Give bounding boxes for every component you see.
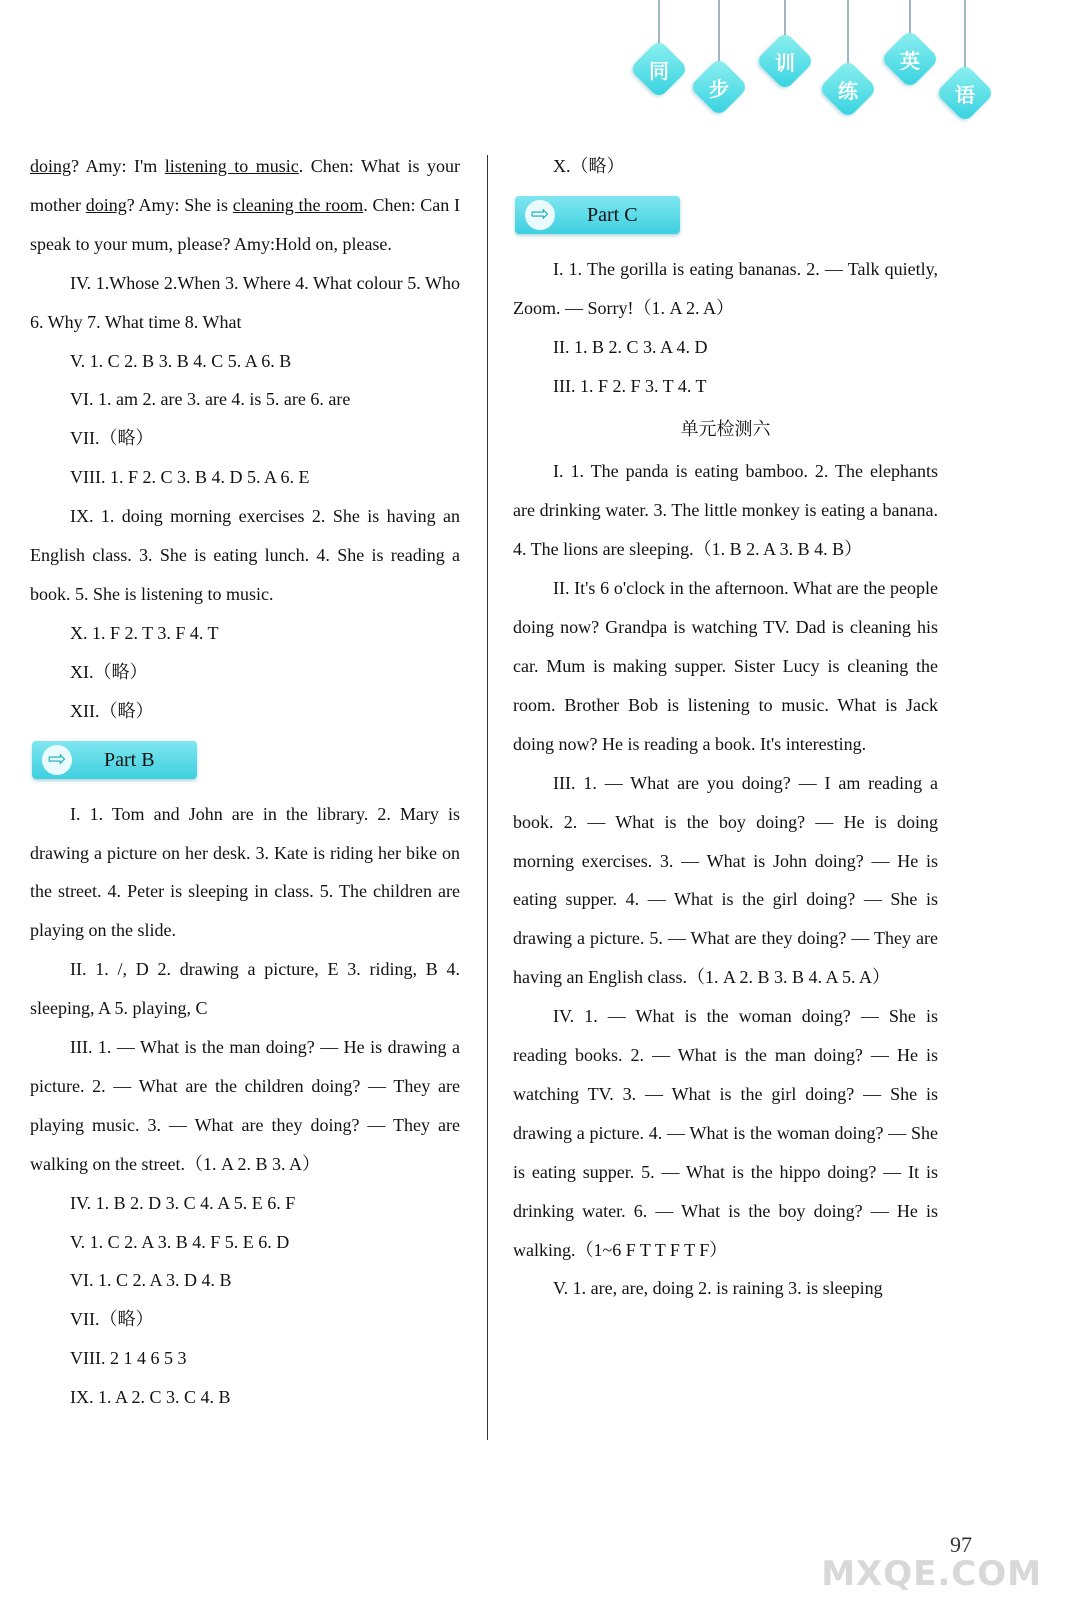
header-char: 英	[900, 48, 920, 73]
answer-line: I. 1. The panda is eating bamboo. 2. The elephants are drinking water. 3. The little monkey is eating a banana. 4. The lions are sleeping.（1. B 2. A 3. B 4. B）	[513, 461, 938, 560]
answer-line: XII.（略）	[70, 700, 154, 721]
underlined-text: doing	[85, 194, 127, 215]
header-badge	[629, 39, 688, 98]
header-badge	[818, 59, 877, 118]
part-b-header	[32, 741, 197, 779]
answer-line: V. 1. are, are, doing 2. is raining 3. is sleeping	[553, 1278, 883, 1299]
header-char: 训	[775, 50, 795, 75]
text: . Chen: What is your mother	[30, 156, 460, 215]
hanging-string	[909, 0, 911, 36]
answer-line: III. 1. — What are you doing? — I am reading a book. 2. — What is the boy doing? — He is doing morning exercises. 3. — What is John doing? — He is eating supper. 4. — What is the girl doing? — She is drawing a picture. 5. — What are they doing? — They are having an English class.（1. A 2. B 3. B 4. A 5. A）	[513, 772, 938, 988]
part-b-label: Part B	[104, 748, 155, 771]
answer-line: V. 1. C 2. A 3. B 4. F 5. E 6. D	[70, 1231, 290, 1252]
header-char: 练	[838, 78, 858, 103]
answer-line: VIII. 2 1 4 6 5 3	[70, 1348, 187, 1369]
answer-line: II. 1. /, D 2. drawing a picture, E 3. riding, B 4. sleeping, A 5. playing, C	[30, 959, 460, 1019]
header-badge	[935, 63, 994, 122]
answer-line: IX. 1. doing morning exercises 2. She is having an English class. 3. She is eating lunch. 4. She is reading a book. 5. She is listening to music.	[30, 506, 460, 604]
answer-line: IV. 1. B 2. D 3. C 4. A 5. E 6. F	[70, 1192, 296, 1213]
column-divider	[487, 155, 488, 1440]
answer-line: VII.（略）	[70, 1309, 154, 1330]
answer-line: X.（略）	[553, 156, 625, 176]
answer-line: VII.（略）	[70, 428, 154, 449]
hanging-string	[718, 0, 720, 62]
answer-line: VI. 1. am 2. are 3. are 4. is 5. are 6. are	[70, 389, 351, 410]
answer-line: X. 1. F 2. T 3. F 4. T	[70, 622, 219, 643]
hanging-string	[964, 0, 966, 70]
section-title: 单元检测六	[680, 418, 771, 439]
answer-line: II. It's 6 o'clock in the afternoon. What are the people doing now? Grandpa is watching TV. Dad is cleaning his car. Mum is making supper. Sister Lucy is cleaning the room. Brother Bob is listening to music. What is Jack doing now? He is reading a book. It's interesting.	[513, 578, 938, 754]
part-c-label: Part C	[587, 203, 638, 226]
hanging-string	[847, 0, 849, 72]
answer-line: I. 1. The gorilla is eating bananas. 2. — Talk quietly, Zoom. — Sorry!（1. A 2. A）	[513, 258, 938, 318]
arrow-icon: ⇨	[42, 745, 72, 775]
header-badge	[880, 29, 939, 88]
header-char: 同	[649, 58, 669, 83]
text: ? Amy: She is	[126, 194, 233, 215]
answer-line: II. 1. B 2. C 3. A 4. D	[553, 336, 708, 357]
page-number: 97	[950, 1532, 972, 1557]
answer-paragraph	[30, 147, 460, 264]
answer-line: VI. 1. C 2. A 3. D 4. B	[70, 1270, 232, 1291]
text: . Chen: Can I speak to your mum, please? Amy:Hold on, please.	[30, 194, 460, 254]
answer-line: VIII. 1. F 2. C 3. B 4. D 5. A 6. E	[70, 467, 310, 488]
text: ? Amy: I'm	[71, 156, 165, 176]
arrow-icon: ⇨	[525, 200, 555, 230]
left-column	[30, 147, 460, 1417]
underlined-text: listening to music	[164, 156, 299, 176]
header-badge	[755, 31, 814, 90]
answer-line: XI.（略）	[70, 661, 148, 682]
right-column	[513, 147, 938, 1308]
answer-line: I. 1. Tom and John are in the library. 2. Mary is drawing a picture on her desk. 3. Kate is riding her bike on the street. 4. Peter is sleeping in class. 5. The children are playing on the slide.	[30, 803, 460, 941]
underlined-text: cleaning the room	[232, 194, 364, 215]
header-badge	[689, 57, 748, 116]
underlined-text: doing	[30, 156, 72, 176]
watermark: MXQE.COM	[821, 1554, 1042, 1594]
answer-line: III. 1. F 2. F 3. T 4. T	[553, 375, 707, 396]
header-decoration	[620, 0, 1060, 135]
answer-line: III. 1. — What is the man doing? — He is drawing a picture. 2. — What are the children doing? — They are playing music. 3. — What are they doing? — They are walking on the street.（1. A 2. B 3. A）	[30, 1037, 460, 1174]
header-char: 步	[709, 76, 729, 101]
header-char: 语	[955, 82, 975, 107]
answer-line: IX. 1. A 2. C 3. C 4. B	[70, 1387, 231, 1408]
answer-line: IV. 1.Whose 2.When 3. Where 4. What colour 5. Who 6. Why 7. What time 8. What	[30, 272, 460, 332]
answer-line: V. 1. C 2. B 3. B 4. C 5. A 6. B	[70, 350, 292, 371]
part-c-header	[515, 196, 680, 234]
answer-line: IV. 1. — What is the woman doing? — She is reading books. 2. — What is the man doing? — He is watching TV. 3. — What is the girl doing? — She is drawing a picture. 4. — What is the woman doing? — She is eating supper. 5. — What is the hippo doing? — It is drinking water. 6. — What is the boy doing? — He is walking.（1~6 F T T F T F）	[513, 1006, 938, 1260]
